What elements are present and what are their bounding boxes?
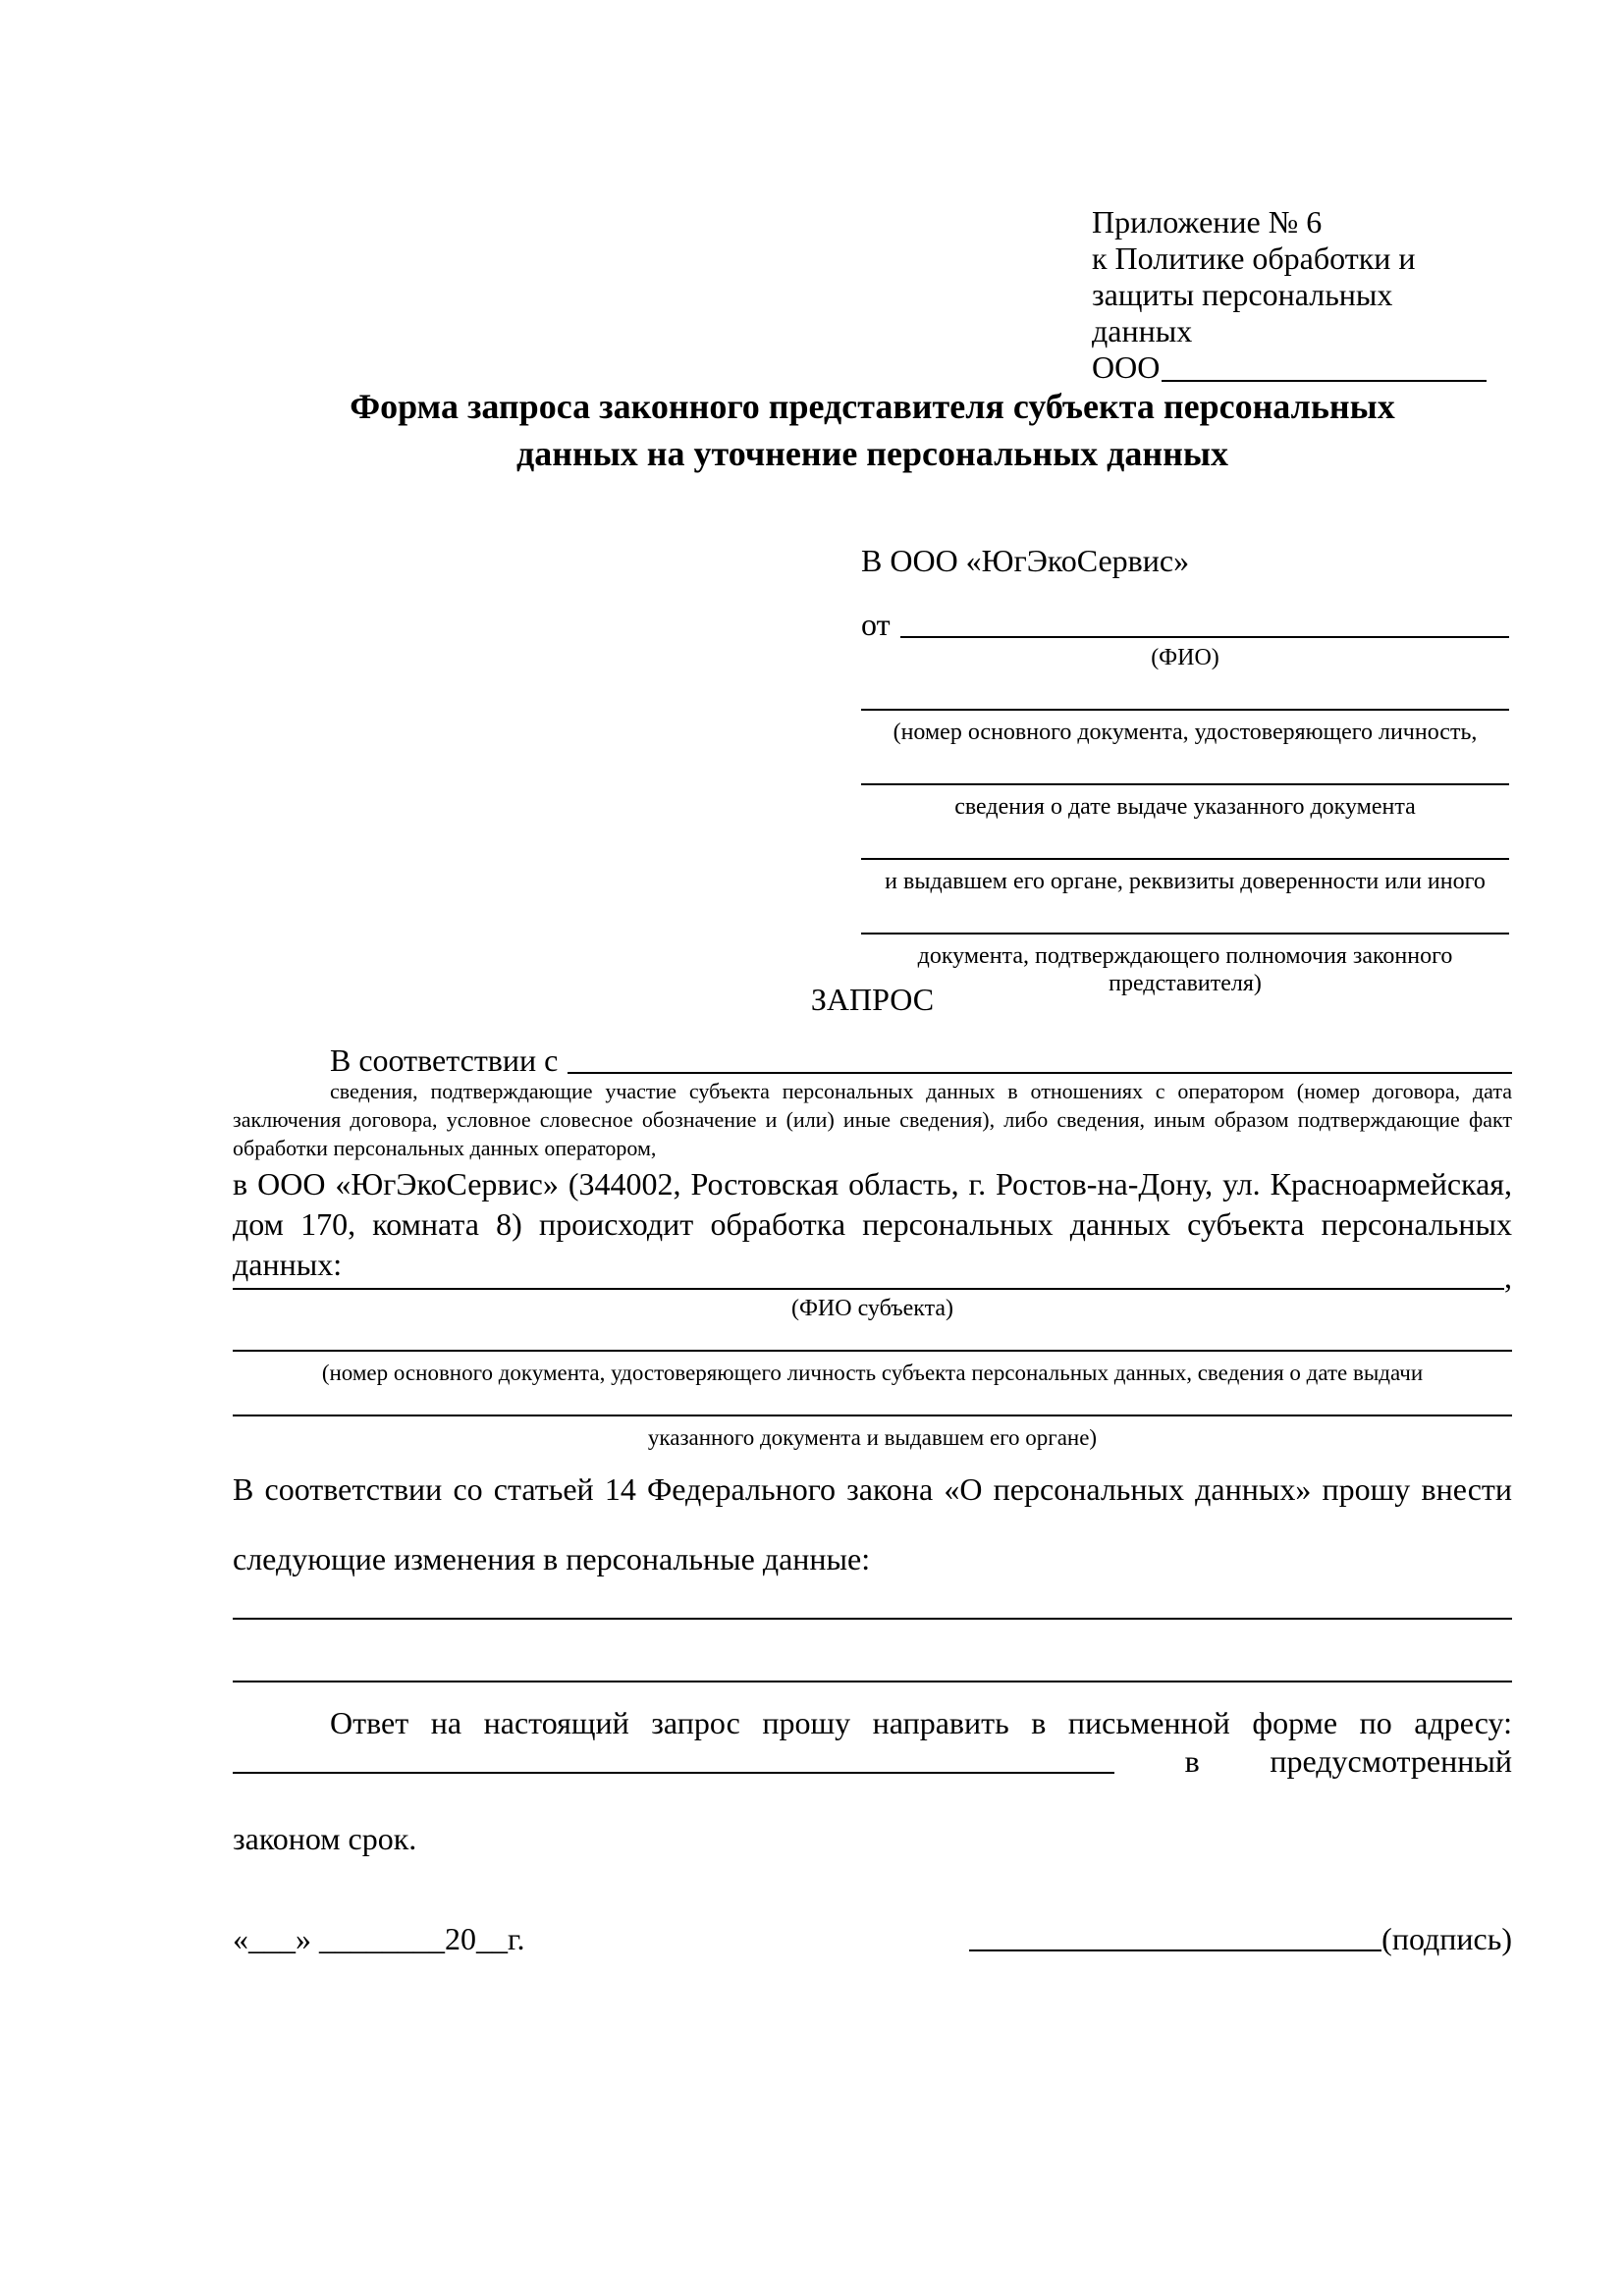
- answer-address-row: [233, 1742, 1512, 1778]
- article-paragraph: В соответствии со статьей 14 Федерального закона «О персональных данных» прошу внести следующие изменения в персональные данные:: [233, 1471, 1512, 1576]
- changes-blank-line-2: [233, 1681, 1512, 1682]
- changes-blank-line-1: [233, 1618, 1512, 1620]
- field-caption: и выдавшем его органе, реквизиты доверенности или иного: [885, 869, 1486, 894]
- blank-line: [233, 1415, 1512, 1416]
- signature-blank-line: [969, 1949, 1381, 1951]
- subject-doc-field: [233, 1415, 1512, 1452]
- blank-line: [861, 858, 1509, 860]
- answer-lead: Ответ на настоящий запрос прошу направить в письменной форме по адресу:: [330, 1705, 1512, 1740]
- accordance-lead: В соответствии с: [330, 1042, 559, 1078]
- date-line: «___» ________20__г.: [233, 1921, 525, 1956]
- signature-caption: (подпись): [1381, 1921, 1512, 1956]
- trailing-comma: ,: [1504, 1259, 1512, 1295]
- addressee-block: [861, 541, 1509, 997]
- answer-paragraph: [233, 1703, 1512, 1858]
- from-label: от: [861, 607, 891, 642]
- page-title-line-1: Форма запроса законного представителя субъекта персональных: [350, 387, 1395, 426]
- subject-fields: [233, 1259, 1512, 1452]
- subject-fio-row: [233, 1259, 1512, 1295]
- address-blank-line: [233, 1772, 1114, 1774]
- page-title-line-2: данных на уточнение персональных данных: [516, 434, 1228, 473]
- subject-doc-caption-2: указанного документа и выдавшем его органе): [647, 1425, 1098, 1450]
- org-prefix-label: ООО: [1092, 349, 1161, 385]
- operator-paragraph: в ООО «ЮгЭкоСервис» (344002, Ростовская область, г. Ростов-на-Дону, ул. Красноармейская, дом 170, комната 8) происходит обработка персональных данных субъекта персональных данных:: [233, 1166, 1512, 1282]
- representative-doc-field: [861, 783, 1509, 821]
- appendix-line: Приложение № 6: [1092, 204, 1323, 240]
- request-heading: ЗАПРОС: [810, 982, 935, 1017]
- blank-line: [861, 783, 1509, 785]
- representative-doc-field: [861, 709, 1509, 746]
- fio-caption: (ФИО): [1151, 645, 1219, 670]
- appendix-line: к Политике обработки и: [1092, 240, 1416, 276]
- org-name-blank-line: [1162, 349, 1487, 382]
- appendix-header: [1092, 204, 1487, 386]
- addressee-organization: В ООО «ЮгЭкоСервис»: [861, 543, 1190, 578]
- representative-doc-field: [861, 858, 1509, 895]
- from-name-blank-line: [900, 605, 1509, 638]
- field-caption: сведения о дате выдаче указанного документа: [954, 794, 1416, 820]
- blank-line: [861, 709, 1509, 711]
- footer-row: [233, 1919, 1512, 1958]
- accordance-footnote: сведения, подтверждающие участие субъекта персональных данных в отношениях с оператором (номер договора, дата заключения договора, условное словесное обозначение и (или) иные сведения), либо сведения, иным образом подтверждающие факт обработки персональных данных оператором,: [233, 1079, 1512, 1160]
- field-caption: документа, подтверждающего полномочия законного представителя): [917, 943, 1453, 996]
- subject-doc-field: [233, 1350, 1512, 1387]
- answer-tail: законом срок.: [233, 1821, 417, 1856]
- subject-doc-caption-1: (номер основного документа, удостоверяющего личность субъекта персональных данных, сведения о дате выдачи: [321, 1361, 1424, 1385]
- field-caption: (номер основного документа, удостоверяющего личность,: [893, 720, 1478, 745]
- answer-word-term: предусмотренный: [1270, 1743, 1512, 1779]
- subject-fio-caption: (ФИО субъекта): [790, 1296, 954, 1321]
- accordance-blank-line: [568, 1041, 1512, 1074]
- appendix-line: защиты персональных данных: [1092, 277, 1393, 348]
- answer-word-in: в: [1184, 1743, 1200, 1779]
- blank-line: [861, 933, 1509, 934]
- appendix-org-row: [1092, 349, 1487, 386]
- signature-group: [969, 1919, 1512, 1958]
- from-row: [861, 605, 1509, 644]
- blank-line: [233, 1350, 1512, 1352]
- subject-fio-blank-line: [233, 1288, 1504, 1290]
- page-title: [233, 383, 1512, 477]
- accordance-row: [233, 1041, 1512, 1080]
